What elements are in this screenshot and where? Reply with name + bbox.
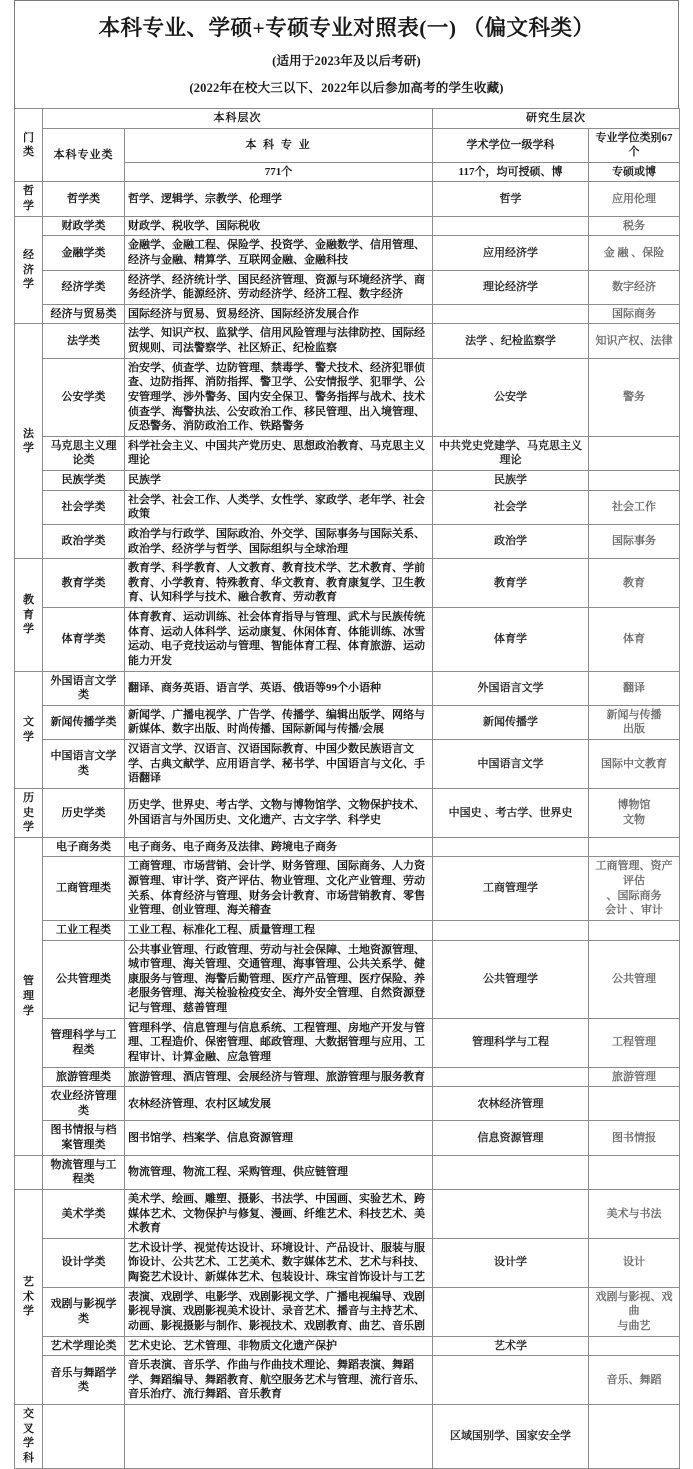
- cell-academic-discipline: [433, 1155, 589, 1189]
- cell-major-category: 设计学类: [43, 1238, 125, 1287]
- cell-professional-degree: 工程管理: [589, 1018, 680, 1067]
- cell-academic-discipline: 工商管理学: [433, 857, 589, 921]
- table-body: [15, 182, 680, 1468]
- cell-discipline-category: 经 济 学: [15, 216, 43, 324]
- cell-academic-discipline: 设计学: [433, 1238, 589, 1287]
- cell-major-category: 哲学类: [43, 182, 125, 216]
- cell-major-category: 物流管理与工程类: [43, 1155, 125, 1189]
- table-head-row-1: [15, 108, 680, 128]
- cell-undergrad-majors: 物流管理、物流工程、采购管理、供应链管理: [125, 1155, 433, 1189]
- cell-academic-discipline: 体育学: [433, 608, 589, 672]
- cell-major-category: 艺术学理论类: [43, 1336, 125, 1356]
- table-row: [15, 270, 680, 304]
- cell-major-category: 工商管理类: [43, 857, 125, 921]
- table-row: [15, 1405, 680, 1469]
- cell-major-category: 金融学类: [43, 236, 125, 270]
- table-row: [15, 436, 680, 470]
- cell-professional-degree: [589, 1405, 680, 1469]
- cell-undergrad-majors: 国际经济与贸易、贸易经济、国际经济发展合作: [125, 304, 433, 324]
- cell-major-category: 社会学类: [43, 490, 125, 524]
- cell-professional-degree: 美术与书法: [589, 1189, 680, 1238]
- cell-professional-degree: [589, 1087, 680, 1121]
- cell-professional-degree: 知识产权、法律: [589, 324, 680, 358]
- cell-major-category: 电子商务类: [43, 837, 125, 857]
- table-head-row-2: [15, 128, 680, 162]
- table-row: [15, 705, 680, 739]
- cell-undergrad-majors: 工业工程、标准化工程、质量管理工程: [125, 920, 433, 940]
- cell-major-category: 中国语言文学类: [43, 740, 125, 789]
- table-row: [15, 182, 680, 216]
- header-cell-undergrad-count: 771个: [125, 162, 433, 182]
- cell-undergrad-majors: 社会学、社会工作、人类学、女性学、家政学、老年学、社会政策: [125, 490, 433, 524]
- cell-undergrad-majors: 图书馆学、档案学、信息资源管理: [125, 1121, 433, 1155]
- cell-major-category: 历史学类: [43, 788, 125, 837]
- cell-professional-degree: 税务: [589, 216, 680, 236]
- cell-undergrad-majors: 治安学、侦查学、边防管理、禁毒学、警犬技术、经济犯罪侦查、边防指挥、消防指挥、警卫学、公安情报学、犯罪学、公安管理学、涉外警务、国内安全保卫、警务指挥与战术、技术侦查学、海警执法、公安政治工作、移民管理、出入境管理、反恐警务、消防政治工作、铁路警务: [125, 358, 433, 436]
- table-row: [15, 857, 680, 921]
- header-cell-professional-count: 专硕或博: [589, 162, 680, 182]
- cell-discipline-category: 交 叉 学 科: [15, 1405, 43, 1469]
- cell-major-category: 图书情报与档案管理类: [43, 1121, 125, 1155]
- cell-major-category: 马克思主义理论类: [43, 436, 125, 470]
- cell-academic-discipline: 公共管理学: [433, 940, 589, 1018]
- cell-academic-discipline: 政治学: [433, 524, 589, 558]
- cell-professional-degree: 工商管理、资产评估 、国际商务 会计 、审计: [589, 857, 680, 921]
- cell-major-category: 政治学类: [43, 524, 125, 558]
- cell-professional-degree: 公共管理: [589, 940, 680, 1018]
- table-row: [15, 304, 680, 324]
- cell-major-category: 戏剧与影视学类: [43, 1287, 125, 1336]
- header-cell-academic-discipline: 学术学位一级学科: [433, 128, 589, 162]
- cell-undergrad-majors: 体育教育、运动训练、社会体育指导与管理、武术与民族传统体育、运动人体科学、运动康复、休闲体育、体能训练、冰雪运动、电子竞技运动与管理、智能体育工程、体育旅游、运动能力开发: [125, 608, 433, 672]
- cell-major-category: 农业经济管理类: [43, 1087, 125, 1121]
- header-cell-grad-group: 研究生层次: [433, 108, 680, 128]
- cell-academic-discipline: 理论经济学: [433, 270, 589, 304]
- table-row: [15, 1018, 680, 1067]
- cell-discipline-category: 文 学: [15, 671, 43, 788]
- cell-academic-discipline: [433, 837, 589, 857]
- cell-undergrad-majors: 旅游管理、酒店管理、会展经济与管理、旅游管理与服务教育: [125, 1067, 433, 1087]
- cell-professional-degree: 音乐、舞蹈: [589, 1356, 680, 1405]
- header-cell-men-lei: [15, 108, 43, 182]
- table-row: [15, 324, 680, 358]
- cell-academic-discipline: 信息资源管理: [433, 1121, 589, 1155]
- table-row: [15, 1356, 680, 1405]
- cell-major-category: 音乐与舞蹈学类: [43, 1356, 125, 1405]
- table-row: [15, 788, 680, 837]
- cell-discipline-category: [15, 1155, 43, 1189]
- cell-discipline-category: 哲 学: [15, 182, 43, 216]
- table-row: [15, 740, 680, 789]
- header-cell-undergrad-major: 本 科 专 业: [125, 128, 433, 162]
- header-cell-academic-count: 117个，均可授硕、博: [433, 162, 589, 182]
- header-men-lei-char-1: 门: [23, 131, 34, 144]
- cell-academic-discipline: [433, 1189, 589, 1238]
- cell-academic-discipline: 哲学: [433, 182, 589, 216]
- cell-undergrad-majors: 艺术史论、艺术管理、非物质文化遗产保护: [125, 1336, 433, 1356]
- cell-academic-discipline: 公安学: [433, 358, 589, 436]
- table-row: [15, 1336, 680, 1356]
- cell-undergrad-majors: 美术学、绘画、雕塑、摄影、书法学、中国画、实验艺术、跨媒体艺术、文物保护与修复、漫画、纤维艺术、科技艺术、美术教育: [125, 1189, 433, 1238]
- cell-major-category: 旅游管理类: [43, 1067, 125, 1087]
- cell-undergrad-majors: 音乐表演、音乐学、作曲与作曲技术理论、舞蹈表演、舞蹈学、舞蹈编导、舞蹈教育、航空服务艺术与管理、流行音乐、音乐治疗、流行舞蹈、音乐教育: [125, 1356, 433, 1405]
- table-row: [15, 524, 680, 558]
- page-title: 本科专业、学硕+专硕专业对照表(一) （偏文科类）: [98, 16, 595, 40]
- header-cell-undergrad-group: 本科层次: [43, 108, 433, 128]
- major-comparison-table: [14, 108, 680, 1469]
- cell-professional-degree: 博物馆 文物: [589, 788, 680, 837]
- cell-discipline-category: 艺 术 学: [15, 1189, 43, 1404]
- header-cell-major-category: 本科专业类: [43, 128, 125, 182]
- document-subtitle-2: (2022年在校大三以下、2022年以后参加高考的学生收藏): [189, 80, 504, 95]
- cell-professional-degree: 设计: [589, 1238, 680, 1287]
- cell-major-category: 外国语言文学类: [43, 671, 125, 705]
- cell-professional-degree: 社会工作: [589, 490, 680, 524]
- cell-undergrad-majors: 金融学、金融工程、保险学、投资学、金融数学、信用管理、经济与金融、精算学、互联网金融、金融科技: [125, 236, 433, 270]
- cell-professional-degree: 警务: [589, 358, 680, 436]
- table-head: [15, 108, 680, 182]
- cell-professional-degree: [589, 436, 680, 470]
- table-row: [15, 671, 680, 705]
- cell-academic-discipline: 中共党史党建学、马克思主义理论: [433, 436, 589, 470]
- cell-academic-discipline: [433, 1067, 589, 1087]
- cell-undergrad-majors: 教育学、科学教育、人文教育、教育技术学、艺术教育、学前教育、小学教育、特殊教育、华文教育、教育康复学、卫生教育、认知科学与技术、融合教育、劳动教育: [125, 559, 433, 608]
- cell-academic-discipline: [433, 1356, 589, 1405]
- cell-professional-degree: 旅游管理: [589, 1067, 680, 1087]
- cell-undergrad-majors: 民族学: [125, 471, 433, 491]
- cell-professional-degree: 国际事务: [589, 524, 680, 558]
- table-row: [15, 837, 680, 857]
- cell-undergrad-majors: 政治学与行政学、国际政治、外交学、国际事务与国际关系、政治学、经济学与哲学、国际组织与全球治理: [125, 524, 433, 558]
- cell-major-category: 公共管理类: [43, 940, 125, 1018]
- table-row: [15, 1155, 680, 1189]
- cell-major-category: 美术学类: [43, 1189, 125, 1238]
- cell-professional-degree: 教育: [589, 559, 680, 608]
- cell-discipline-category: 历 史 学: [15, 788, 43, 837]
- cell-undergrad-majors: 电子商务、电子商务及法律、跨境电子商务: [125, 837, 433, 857]
- cell-undergrad-majors: 表演、戏剧学、电影学、戏剧影视文学、广播电视编导、戏剧影视导演、戏剧影视美术设计、录音艺术、播音与主持艺术、动画、影视摄影与制作、影视技术、戏剧教育、曲艺、音乐剧: [125, 1287, 433, 1336]
- cell-professional-degree: 体育: [589, 608, 680, 672]
- table-row: [15, 1121, 680, 1155]
- cell-discipline-category: 法 学: [15, 324, 43, 559]
- cell-academic-discipline: [433, 216, 589, 236]
- table-row: [15, 1189, 680, 1238]
- cell-major-category: 教育学类: [43, 559, 125, 608]
- table-row: [15, 920, 680, 940]
- document-header: [14, 0, 679, 108]
- cell-undergrad-majors: 法学、知识产权、监狱学、信用风险管理与法律防控、国际经贸规则、司法警察学、社区矫正、纪检监察: [125, 324, 433, 358]
- cell-major-category: 财政学类: [43, 216, 125, 236]
- cell-professional-degree: 戏剧与影视、戏曲 与曲艺: [589, 1287, 680, 1336]
- table-row: [15, 940, 680, 1018]
- cell-undergrad-majors: 工商管理、市场营销、会计学、财务管理、国际商务、人力资源管理、审计学、资产评估、物业管理、文化产业管理、劳动关系、体育经济与管理、财务会计教育、市场营销教育、零售业管理、创业管理、海关稽查: [125, 857, 433, 921]
- cell-professional-degree: [589, 920, 680, 940]
- cell-discipline-category: 管 理 学: [15, 837, 43, 1155]
- cell-academic-discipline: 中国语言文学: [433, 740, 589, 789]
- cell-academic-discipline: 教育学: [433, 559, 589, 608]
- table-row: [15, 1287, 680, 1336]
- table-row: [15, 608, 680, 672]
- cell-undergrad-majors: 历史学、世界史、考古学、文物与博物馆学、文物保护技术、外国语言与外国历史、文化遗产、古文字学、科学史: [125, 788, 433, 837]
- cell-professional-degree: [589, 1155, 680, 1189]
- cell-professional-degree: 应用伦理: [589, 182, 680, 216]
- cell-academic-discipline: 外国语言文学: [433, 671, 589, 705]
- cell-professional-degree: [589, 837, 680, 857]
- cell-undergrad-majors: 公共事业管理、行政管理、劳动与社会保障、土地资源管理、城市管理、海关管理、交通管理、海事管理、公共关系学、健康服务与管理、海警后勤管理、医疗产品管理、医疗保险、养老服务管理、海关检验检疫安全、海外安全管理、自然资源登记与管理、慈善管理: [125, 940, 433, 1018]
- cell-professional-degree: 翻译: [589, 671, 680, 705]
- cell-major-category: 经济学类: [43, 270, 125, 304]
- cell-academic-discipline: 中国史 、考古学、世界史: [433, 788, 589, 837]
- cell-major-category: 公安学类: [43, 358, 125, 436]
- cell-professional-degree: 图书情报: [589, 1121, 680, 1155]
- cell-academic-discipline: [433, 1287, 589, 1336]
- header-cell-professional-degree: 专业学位类别67个: [589, 128, 680, 162]
- cell-academic-discipline: 区域国别学、国家安全学: [433, 1405, 589, 1469]
- cell-undergrad-majors: [125, 1405, 433, 1469]
- cell-major-category: 工业工程类: [43, 920, 125, 940]
- cell-undergrad-majors: 艺术设计学、视觉传达设计、环境设计、产品设计、服装与服饰设计、公共艺术、工艺美术、数字媒体艺术、艺术与科技、陶瓷艺术设计、新媒体艺术、包装设计、珠宝首饰设计与工艺: [125, 1238, 433, 1287]
- cell-academic-discipline: 艺术学: [433, 1336, 589, 1356]
- cell-undergrad-majors: 翻译、商务英语、语言学、英语、俄语等99个小语种: [125, 671, 433, 705]
- cell-academic-discipline: [433, 304, 589, 324]
- cell-professional-degree: 新闻与传播 出版: [589, 705, 680, 739]
- cell-major-category: 新闻传播学类: [43, 705, 125, 739]
- cell-major-category: [43, 1405, 125, 1469]
- cell-major-category: 体育学类: [43, 608, 125, 672]
- cell-academic-discipline: 社会学: [433, 490, 589, 524]
- cell-major-category: 经济与贸易类: [43, 304, 125, 324]
- cell-major-category: 管理科学与工程类: [43, 1018, 125, 1067]
- cell-professional-degree: [589, 471, 680, 491]
- cell-major-category: 法学类: [43, 324, 125, 358]
- header-men-lei-char-2: 类: [23, 146, 34, 159]
- table-row: [15, 1238, 680, 1287]
- table-row: [15, 490, 680, 524]
- cell-undergrad-majors: 财政学、税收学、国际税收: [125, 216, 433, 236]
- cell-academic-discipline: 管理科学与工程: [433, 1018, 589, 1067]
- table-row: [15, 1067, 680, 1087]
- cell-academic-discipline: 农林经济管理: [433, 1087, 589, 1121]
- cell-academic-discipline: 新闻传播学: [433, 705, 589, 739]
- cell-academic-discipline: 民族学: [433, 471, 589, 491]
- cell-undergrad-majors: 经济学、经济统计学、国民经济管理、资源与环境经济学、商务经济学、能源经济、劳动经济学、经济工程、数字经济: [125, 270, 433, 304]
- cell-undergrad-majors: 哲学、逻辑学、宗教学、伦理学: [125, 182, 433, 216]
- cell-professional-degree: [589, 1336, 680, 1356]
- cell-undergrad-majors: 新闻学、广播电视学、广告学、传播学、编辑出版学、网络与新媒体、数字出版、时尚传播、国际新闻与传播/会展: [125, 705, 433, 739]
- cell-undergrad-majors: 科学社会主义、中国共产党历史、思想政治教育、马克思主义理论: [125, 436, 433, 470]
- cell-undergrad-majors: 农林经济管理、农村区域发展: [125, 1087, 433, 1121]
- document-subtitle-1: (适用于2023年及以后考研): [272, 53, 421, 68]
- table-row: [15, 358, 680, 436]
- table-row: [15, 559, 680, 608]
- cell-professional-degree: 金 融 、保险: [589, 236, 680, 270]
- table-row: [15, 1087, 680, 1121]
- cell-discipline-category: 教 育 学: [15, 559, 43, 671]
- cell-professional-degree: 国际中文教育: [589, 740, 680, 789]
- cell-academic-discipline: [433, 920, 589, 940]
- cell-professional-degree: 数字经济: [589, 270, 680, 304]
- table-row: [15, 471, 680, 491]
- cell-undergrad-majors: 管理科学、信息管理与信息系统、工程管理、房地产开发与管理、工程造价、保密管理、邮政管理、大数据管理与应用、工程审计、计算金融、应急管理: [125, 1018, 433, 1067]
- cell-undergrad-majors: 汉语言文学、汉语言、汉语国际教育、中国少数民族语言文学、古典文献学、应用语言学、秘书学、中国语言与文化、手语翻译: [125, 740, 433, 789]
- cell-academic-discipline: 法学 、纪检监察学: [433, 324, 589, 358]
- cell-professional-degree: 国际商务: [589, 304, 680, 324]
- table-row: [15, 216, 680, 236]
- cell-academic-discipline: 应用经济学: [433, 236, 589, 270]
- table-row: [15, 236, 680, 270]
- cell-major-category: 民族学类: [43, 471, 125, 491]
